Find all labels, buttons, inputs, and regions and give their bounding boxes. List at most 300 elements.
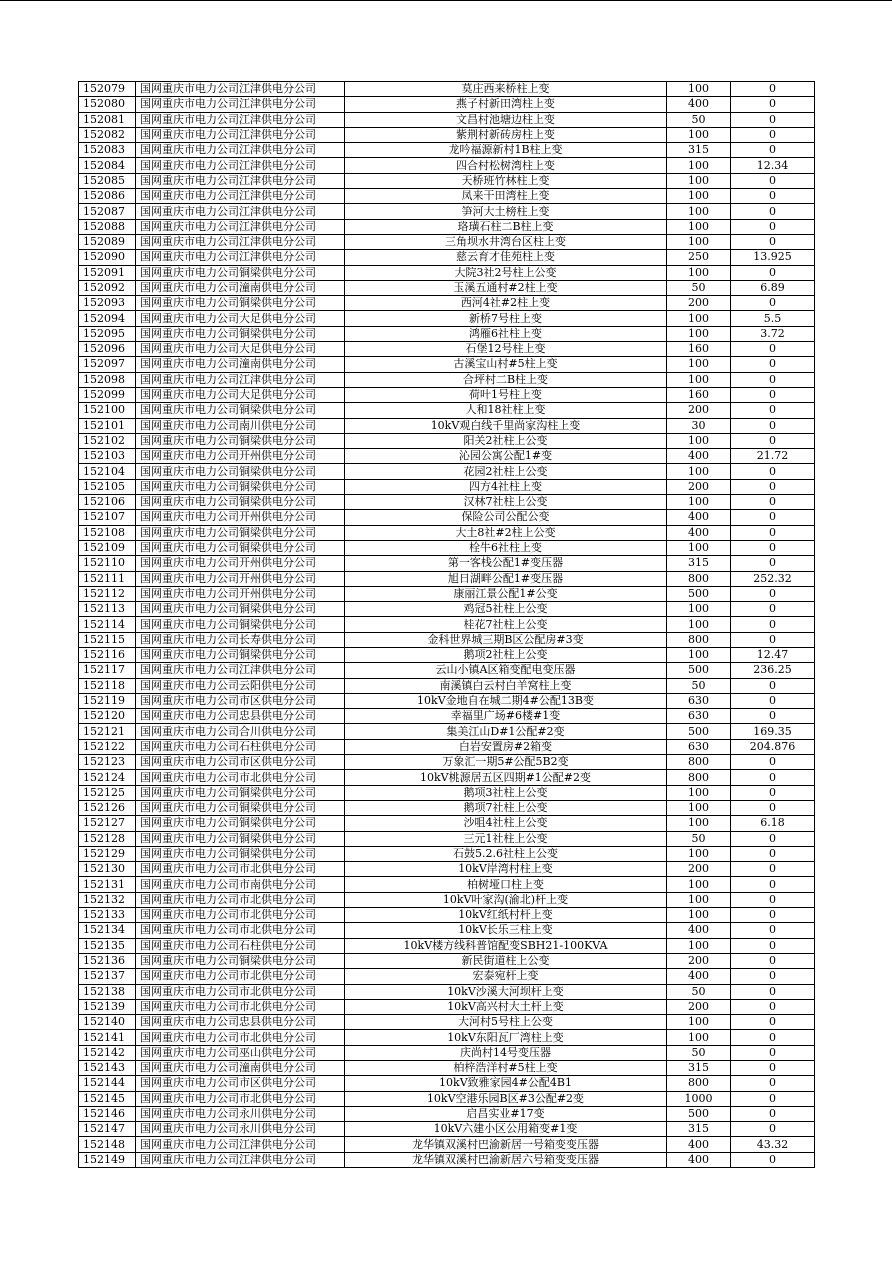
transformer-name-cell: 10kV长乐三柱上变 — [345, 923, 667, 938]
capacity-cell: 100 — [667, 1030, 731, 1045]
record-id-cell: 152111 — [79, 571, 136, 586]
company-cell: 国网重庆市电力公司潼南供电分公司 — [136, 1061, 345, 1076]
record-id-cell: 152094 — [79, 311, 136, 326]
record-id-cell: 152095 — [79, 326, 136, 341]
value-cell: 0 — [731, 693, 815, 708]
transformer-name-cell: 10kV叶家沟(渝北)杆上变 — [345, 892, 667, 907]
value-cell: 0 — [731, 143, 815, 158]
company-cell: 国网重庆市电力公司铜梁供电分公司 — [136, 846, 345, 861]
table-row — [79, 938, 815, 953]
capacity-cell: 100 — [667, 785, 731, 800]
record-id-cell: 152086 — [79, 189, 136, 204]
value-cell: 0 — [731, 877, 815, 892]
company-cell: 国网重庆市电力公司开州供电分公司 — [136, 586, 345, 601]
record-id-cell: 152091 — [79, 265, 136, 280]
capacity-cell: 100 — [667, 326, 731, 341]
value-cell: 0 — [731, 969, 815, 984]
table-row — [79, 693, 815, 708]
value-cell: 0 — [731, 800, 815, 815]
capacity-cell: 200 — [667, 953, 731, 968]
record-id-cell: 152087 — [79, 204, 136, 219]
company-cell: 国网重庆市电力公司市区供电分公司 — [136, 1076, 345, 1091]
transformer-name-cell: 荷叶1号柱上变 — [345, 387, 667, 402]
value-cell: 204.876 — [731, 739, 815, 754]
company-cell: 国网重庆市电力公司市北供电分公司 — [136, 908, 345, 923]
value-cell: 0 — [731, 678, 815, 693]
capacity-cell: 200 — [667, 296, 731, 311]
company-cell: 国网重庆市电力公司江津供电分公司 — [136, 219, 345, 234]
transformer-name-cell: 10kV六建小区公用箱变#1变 — [345, 1122, 667, 1137]
value-cell: 0 — [731, 953, 815, 968]
company-cell: 国网重庆市电力公司市北供电分公司 — [136, 862, 345, 877]
company-cell: 国网重庆市电力公司江津供电分公司 — [136, 189, 345, 204]
capacity-cell: 100 — [667, 938, 731, 953]
table-row — [79, 647, 815, 662]
table-row — [79, 265, 815, 280]
capacity-cell: 100 — [667, 82, 731, 97]
table-row — [79, 999, 815, 1014]
record-id-cell: 152101 — [79, 418, 136, 433]
capacity-cell: 100 — [667, 204, 731, 219]
value-cell: 0 — [731, 525, 815, 540]
company-cell: 国网重庆市电力公司铜梁供电分公司 — [136, 326, 345, 341]
transformer-name-cell: 10kV空港乐园B区#3公配#2变 — [345, 1091, 667, 1106]
capacity-cell: 100 — [667, 219, 731, 234]
capacity-cell: 250 — [667, 250, 731, 265]
record-id-cell: 152107 — [79, 510, 136, 525]
transformer-name-cell: 10kV致雅家园4#公配4B1 — [345, 1076, 667, 1091]
value-cell: 0 — [731, 372, 815, 387]
table-row — [79, 571, 815, 586]
value-cell: 12.34 — [731, 158, 815, 173]
capacity-cell: 100 — [667, 464, 731, 479]
value-cell: 0 — [731, 357, 815, 372]
value-cell: 0 — [731, 127, 815, 142]
capacity-cell: 160 — [667, 342, 731, 357]
company-cell: 国网重庆市电力公司巫山供电分公司 — [136, 1045, 345, 1060]
capacity-cell: 800 — [667, 1076, 731, 1091]
transformer-name-cell: 石堡12号柱上变 — [345, 342, 667, 357]
value-cell: 0 — [731, 234, 815, 249]
transformer-name-cell: 大土8社#2柱上公变 — [345, 525, 667, 540]
capacity-cell: 800 — [667, 632, 731, 647]
value-cell: 0 — [731, 755, 815, 770]
transformer-name-cell: 新桥7号柱上变 — [345, 311, 667, 326]
transformer-name-cell: 莫庄西来桥柱上变 — [345, 82, 667, 97]
table-row — [79, 97, 815, 112]
transformer-name-cell: 金科世界城三期B区公配房#3变 — [345, 632, 667, 647]
capacity-cell: 50 — [667, 112, 731, 127]
company-cell: 国网重庆市电力公司市北供电分公司 — [136, 770, 345, 785]
company-cell: 国网重庆市电力公司江津供电分公司 — [136, 143, 345, 158]
transformer-name-cell: 柏梓浩洋村#5柱上变 — [345, 1061, 667, 1076]
company-cell: 国网重庆市电力公司长寿供电分公司 — [136, 632, 345, 647]
record-id-cell: 152134 — [79, 923, 136, 938]
transformer-name-cell: 玉溪五通村#2柱上变 — [345, 280, 667, 295]
transformer-name-cell: 幸福里广场#6楼#1变 — [345, 709, 667, 724]
capacity-cell: 400 — [667, 969, 731, 984]
company-cell: 国网重庆市电力公司合川供电分公司 — [136, 724, 345, 739]
transformer-name-cell: 人和18社柱上变 — [345, 403, 667, 418]
capacity-cell: 630 — [667, 693, 731, 708]
transformer-name-cell: 10kV金地自在城二期4#公配13B变 — [345, 693, 667, 708]
record-id-cell: 152102 — [79, 433, 136, 448]
transformer-name-cell: 旭日湖畔公配1#变压器 — [345, 571, 667, 586]
table-row — [79, 189, 815, 204]
record-id-cell: 152119 — [79, 693, 136, 708]
transformer-name-cell: 10kV楼方线科普馆配变SBH21-100KVA — [345, 938, 667, 953]
company-cell: 国网重庆市电力公司铜梁供电分公司 — [136, 800, 345, 815]
value-cell: 0 — [731, 173, 815, 188]
value-cell: 0 — [731, 540, 815, 555]
record-id-cell: 152088 — [79, 219, 136, 234]
company-cell: 国网重庆市电力公司江津供电分公司 — [136, 112, 345, 127]
record-id-cell: 152131 — [79, 877, 136, 892]
company-cell: 国网重庆市电力公司市北供电分公司 — [136, 999, 345, 1014]
value-cell: 0 — [731, 1106, 815, 1121]
company-cell: 国网重庆市电力公司永川供电分公司 — [136, 1106, 345, 1121]
capacity-cell: 100 — [667, 617, 731, 632]
transformer-name-cell: 龙华镇双溪村巴渝新居一号箱变变压器 — [345, 1137, 667, 1152]
capacity-cell: 200 — [667, 862, 731, 877]
transformer-name-cell: 三角坝水井湾台区柱上变 — [345, 234, 667, 249]
transformer-name-cell: 大河村5号柱上公变 — [345, 1015, 667, 1030]
value-cell: 0 — [731, 586, 815, 601]
company-cell: 国网重庆市电力公司市北供电分公司 — [136, 923, 345, 938]
transformer-name-cell: 康丽江景公配1#公变 — [345, 586, 667, 601]
capacity-cell: 800 — [667, 571, 731, 586]
transformer-name-cell: 10kV红纸村杆上变 — [345, 908, 667, 923]
company-cell: 国网重庆市电力公司江津供电分公司 — [136, 250, 345, 265]
table-row — [79, 479, 815, 494]
capacity-cell: 30 — [667, 418, 731, 433]
value-cell: 0 — [731, 1152, 815, 1167]
record-id-cell: 152114 — [79, 617, 136, 632]
value-cell: 169.35 — [731, 724, 815, 739]
value-cell: 0 — [731, 112, 815, 127]
value-cell: 0 — [731, 418, 815, 433]
table-row — [79, 127, 815, 142]
table-body — [79, 82, 815, 1168]
table-row — [79, 418, 815, 433]
record-id-cell: 152099 — [79, 387, 136, 402]
company-cell: 国网重庆市电力公司铜梁供电分公司 — [136, 617, 345, 632]
company-cell: 国网重庆市电力公司市北供电分公司 — [136, 984, 345, 999]
transformer-name-cell: 合坪村二B柱上变 — [345, 372, 667, 387]
transformer-name-cell: 慈云育才佳苑柱上变 — [345, 250, 667, 265]
table-row — [79, 908, 815, 923]
record-id-cell: 152118 — [79, 678, 136, 693]
value-cell: 0 — [731, 1045, 815, 1060]
record-id-cell: 152113 — [79, 602, 136, 617]
transformer-name-cell: 桂花7社柱上公变 — [345, 617, 667, 632]
transformer-name-cell: 启昌实业#17变 — [345, 1106, 667, 1121]
capacity-cell: 630 — [667, 709, 731, 724]
company-cell: 国网重庆市电力公司铜梁供电分公司 — [136, 525, 345, 540]
table-row — [79, 158, 815, 173]
table-row — [79, 143, 815, 158]
capacity-cell: 100 — [667, 127, 731, 142]
company-cell: 国网重庆市电力公司潼南供电分公司 — [136, 280, 345, 295]
record-id-cell: 152129 — [79, 846, 136, 861]
transformer-name-cell: 鸿雁6社柱上变 — [345, 326, 667, 341]
value-cell: 3.72 — [731, 326, 815, 341]
table-row — [79, 387, 815, 402]
value-cell: 0 — [731, 387, 815, 402]
value-cell: 252.32 — [731, 571, 815, 586]
record-id-cell: 152082 — [79, 127, 136, 142]
transformer-name-cell: 10kV高兴村大土杆上变 — [345, 999, 667, 1014]
company-cell: 国网重庆市电力公司铜梁供电分公司 — [136, 479, 345, 494]
company-cell: 国网重庆市电力公司开州供电分公司 — [136, 556, 345, 571]
capacity-cell: 100 — [667, 647, 731, 662]
transformer-name-cell: 燕子村新田湾柱上变 — [345, 97, 667, 112]
table-row — [79, 173, 815, 188]
table-row — [79, 969, 815, 984]
table-row — [79, 525, 815, 540]
company-cell: 国网重庆市电力公司大足供电分公司 — [136, 342, 345, 357]
record-id-cell: 152079 — [79, 82, 136, 97]
capacity-cell: 200 — [667, 479, 731, 494]
record-id-cell: 152109 — [79, 540, 136, 555]
table-row — [79, 785, 815, 800]
table-row — [79, 433, 815, 448]
company-cell: 国网重庆市电力公司江津供电分公司 — [136, 97, 345, 112]
record-id-cell: 152140 — [79, 1015, 136, 1030]
transformer-name-cell: 三元1社柱上公变 — [345, 831, 667, 846]
record-id-cell: 152136 — [79, 953, 136, 968]
value-cell: 0 — [731, 1015, 815, 1030]
capacity-cell: 100 — [667, 372, 731, 387]
value-cell: 0 — [731, 296, 815, 311]
company-cell: 国网重庆市电力公司大足供电分公司 — [136, 387, 345, 402]
table-row — [79, 617, 815, 632]
capacity-cell: 315 — [667, 143, 731, 158]
transformer-name-cell: 新民街道柱上公变 — [345, 953, 667, 968]
transformer-name-cell: 鸡冠5社柱上公变 — [345, 602, 667, 617]
transformer-name-cell: 花园2社柱上公变 — [345, 464, 667, 479]
table-row — [79, 663, 815, 678]
capacity-cell: 50 — [667, 984, 731, 999]
transformer-name-cell: 四方4社柱上变 — [345, 479, 667, 494]
company-cell: 国网重庆市电力公司铜梁供电分公司 — [136, 831, 345, 846]
capacity-cell: 160 — [667, 387, 731, 402]
company-cell: 国网重庆市电力公司江津供电分公司 — [136, 1137, 345, 1152]
value-cell: 0 — [731, 204, 815, 219]
table-row — [79, 709, 815, 724]
transformer-name-cell: 凤来干田湾柱上变 — [345, 189, 667, 204]
value-cell: 6.18 — [731, 816, 815, 831]
table-row — [79, 953, 815, 968]
value-cell: 0 — [731, 1030, 815, 1045]
record-id-cell: 152098 — [79, 372, 136, 387]
company-cell: 国网重庆市电力公司江津供电分公司 — [136, 1152, 345, 1167]
record-id-cell: 152137 — [79, 969, 136, 984]
capacity-cell: 100 — [667, 602, 731, 617]
transformer-name-cell: 万象汇一期5#公配5B2变 — [345, 755, 667, 770]
capacity-cell: 100 — [667, 234, 731, 249]
transformer-name-cell: 第一客栈公配1#变压器 — [345, 556, 667, 571]
record-id-cell: 152116 — [79, 647, 136, 662]
value-cell: 13.925 — [731, 250, 815, 265]
value-cell: 0 — [731, 1091, 815, 1106]
record-id-cell: 152083 — [79, 143, 136, 158]
value-cell: 0 — [731, 510, 815, 525]
record-id-cell: 152141 — [79, 1030, 136, 1045]
value-cell: 0 — [731, 632, 815, 647]
value-cell: 0 — [731, 785, 815, 800]
table-row — [79, 877, 815, 892]
table-row — [79, 1137, 815, 1152]
capacity-cell: 800 — [667, 755, 731, 770]
transformer-name-cell: 白岩安置房#2箱变 — [345, 739, 667, 754]
value-cell: 0 — [731, 862, 815, 877]
capacity-cell: 50 — [667, 831, 731, 846]
company-cell: 国网重庆市电力公司江津供电分公司 — [136, 173, 345, 188]
table-row — [79, 342, 815, 357]
capacity-cell: 315 — [667, 1122, 731, 1137]
record-id-cell: 152149 — [79, 1152, 136, 1167]
company-cell: 国网重庆市电力公司市区供电分公司 — [136, 755, 345, 770]
table-row — [79, 1122, 815, 1137]
transformer-name-cell: 集美江山D#1公配#2变 — [345, 724, 667, 739]
company-cell: 国网重庆市电力公司忠县供电分公司 — [136, 709, 345, 724]
capacity-cell: 100 — [667, 357, 731, 372]
transformer-name-cell: 沙咀4社柱上公变 — [345, 816, 667, 831]
value-cell: 0 — [731, 602, 815, 617]
table-row — [79, 234, 815, 249]
record-id-cell: 152125 — [79, 785, 136, 800]
record-id-cell: 152127 — [79, 816, 136, 831]
company-cell: 国网重庆市电力公司云阳供电分公司 — [136, 678, 345, 693]
value-cell: 0 — [731, 265, 815, 280]
table-row — [79, 800, 815, 815]
capacity-cell: 500 — [667, 586, 731, 601]
value-cell: 43.32 — [731, 1137, 815, 1152]
table-row — [79, 403, 815, 418]
record-id-cell: 152080 — [79, 97, 136, 112]
record-id-cell: 152130 — [79, 862, 136, 877]
transformer-name-cell: 笋河大土榜柱上变 — [345, 204, 667, 219]
table-row — [79, 372, 815, 387]
company-cell: 国网重庆市电力公司江津供电分公司 — [136, 372, 345, 387]
table-row — [79, 464, 815, 479]
table-row — [79, 495, 815, 510]
capacity-cell: 500 — [667, 1106, 731, 1121]
value-cell: 0 — [731, 1076, 815, 1091]
table-row — [79, 846, 815, 861]
capacity-cell: 50 — [667, 280, 731, 295]
table-row — [79, 112, 815, 127]
company-cell: 国网重庆市电力公司铜梁供电分公司 — [136, 785, 345, 800]
capacity-cell: 630 — [667, 739, 731, 754]
record-id-cell: 152089 — [79, 234, 136, 249]
transformer-name-cell: 宏泰宛杆上变 — [345, 969, 667, 984]
company-cell: 国网重庆市电力公司江津供电分公司 — [136, 82, 345, 97]
capacity-cell: 100 — [667, 816, 731, 831]
capacity-cell: 100 — [667, 908, 731, 923]
record-id-cell: 152143 — [79, 1061, 136, 1076]
capacity-cell: 100 — [667, 495, 731, 510]
value-cell: 12.47 — [731, 647, 815, 662]
table-row — [79, 602, 815, 617]
table-row — [79, 755, 815, 770]
capacity-cell: 500 — [667, 724, 731, 739]
table-row — [79, 724, 815, 739]
transformer-name-cell: 鹅项2社柱上公变 — [345, 647, 667, 662]
transformer-name-cell: 龙华镇双溪村巴渝新居六号箱变变压器 — [345, 1152, 667, 1167]
company-cell: 国网重庆市电力公司江津供电分公司 — [136, 158, 345, 173]
transformer-name-cell: 鹅项3社柱上公变 — [345, 785, 667, 800]
company-cell: 国网重庆市电力公司市区供电分公司 — [136, 693, 345, 708]
transformer-name-cell: 阳关2社柱上公变 — [345, 433, 667, 448]
transformer-name-cell: 云山小镇A区箱变配电变压器 — [345, 663, 667, 678]
table-row — [79, 280, 815, 295]
table-row — [79, 219, 815, 234]
table-row — [79, 1030, 815, 1045]
transformer-name-cell: 10kV桃源居五区四期#1公配#2变 — [345, 770, 667, 785]
record-id-cell: 152145 — [79, 1091, 136, 1106]
record-id-cell: 152123 — [79, 755, 136, 770]
transformer-name-cell: 10kV东阳瓦厂湾柱上变 — [345, 1030, 667, 1045]
record-id-cell: 152121 — [79, 724, 136, 739]
company-cell: 国网重庆市电力公司永川供电分公司 — [136, 1122, 345, 1137]
capacity-cell: 100 — [667, 265, 731, 280]
record-id-cell: 152108 — [79, 525, 136, 540]
table-row — [79, 831, 815, 846]
value-cell: 0 — [731, 938, 815, 953]
company-cell: 国网重庆市电力公司铜梁供电分公司 — [136, 403, 345, 418]
capacity-cell: 100 — [667, 892, 731, 907]
table-row — [79, 556, 815, 571]
record-id-cell: 152122 — [79, 739, 136, 754]
capacity-cell: 400 — [667, 449, 731, 464]
table-row — [79, 296, 815, 311]
company-cell: 国网重庆市电力公司市北供电分公司 — [136, 892, 345, 907]
capacity-cell: 100 — [667, 189, 731, 204]
table-row — [79, 984, 815, 999]
value-cell: 0 — [731, 556, 815, 571]
value-cell: 6.89 — [731, 280, 815, 295]
record-id-cell: 152090 — [79, 250, 136, 265]
transformer-name-cell: 文昌村池塘边柱上变 — [345, 112, 667, 127]
table-row — [79, 204, 815, 219]
capacity-cell: 400 — [667, 97, 731, 112]
record-id-cell: 152106 — [79, 495, 136, 510]
table-row — [79, 892, 815, 907]
table-row — [79, 586, 815, 601]
company-cell: 国网重庆市电力公司铜梁供电分公司 — [136, 602, 345, 617]
value-cell: 0 — [731, 464, 815, 479]
company-cell: 国网重庆市电力公司市北供电分公司 — [136, 969, 345, 984]
value-cell: 0 — [731, 479, 815, 494]
company-cell: 国网重庆市电力公司江津供电分公司 — [136, 127, 345, 142]
capacity-cell: 200 — [667, 403, 731, 418]
transformer-name-cell: 古溪宝山村#5柱上变 — [345, 357, 667, 372]
transformer-name-cell: 10kV岸湾村柱上变 — [345, 862, 667, 877]
capacity-cell: 50 — [667, 678, 731, 693]
company-cell: 国网重庆市电力公司石柱供电分公司 — [136, 739, 345, 754]
value-cell: 0 — [731, 999, 815, 1014]
company-cell: 国网重庆市电力公司南川供电分公司 — [136, 418, 345, 433]
record-id-cell: 152120 — [79, 709, 136, 724]
record-id-cell: 152110 — [79, 556, 136, 571]
value-cell: 0 — [731, 617, 815, 632]
transformer-name-cell: 天桥班竹林柱上变 — [345, 173, 667, 188]
company-cell: 国网重庆市电力公司铜梁供电分公司 — [136, 265, 345, 280]
record-id-cell: 152135 — [79, 938, 136, 953]
capacity-cell: 315 — [667, 1061, 731, 1076]
